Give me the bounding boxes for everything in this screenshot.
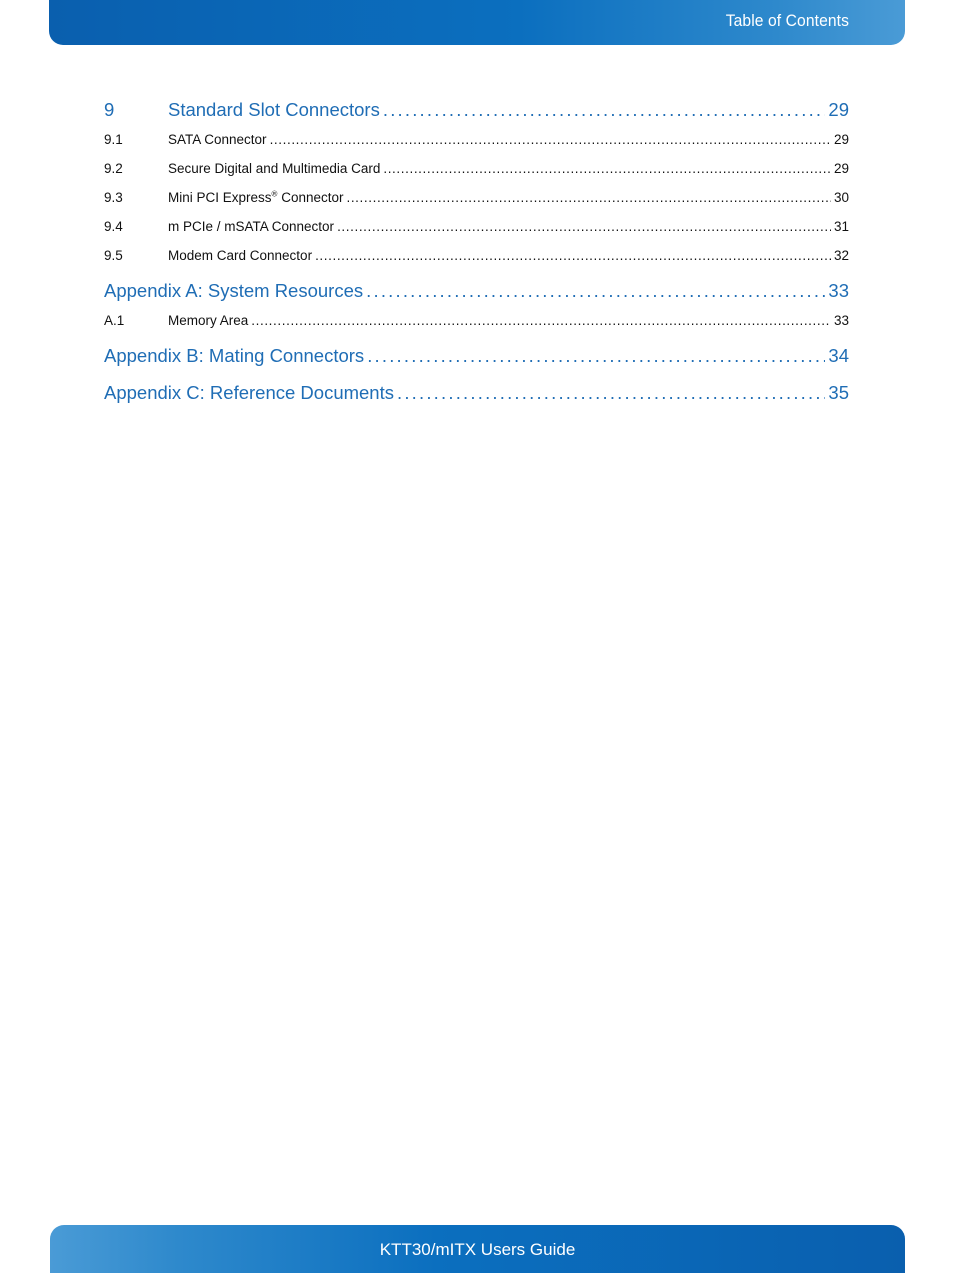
toc-entry-page[interactable]: 31 — [833, 219, 849, 234]
toc-leader-dots — [251, 306, 831, 335]
toc-entry-title[interactable]: SATA Connector — [168, 132, 267, 147]
toc-leader-dots — [367, 341, 825, 371]
toc-leader-dots — [397, 378, 825, 408]
toc-entry-page[interactable]: 32 — [833, 248, 849, 263]
toc-leader-dots — [366, 276, 825, 306]
toc-entry-9-5[interactable] — [104, 241, 849, 270]
toc-entry-page[interactable]: 29 — [833, 161, 849, 176]
toc-entry-page[interactable]: 29 — [833, 132, 849, 147]
toc-entry-title[interactable] — [168, 183, 343, 212]
registered-trademark-mark: ® — [271, 189, 278, 199]
toc-entry-number: 9.5 — [104, 248, 123, 263]
footer-title: KTT30/mITX Users Guide — [379, 1240, 576, 1259]
toc-entry-appendix-b[interactable] — [104, 341, 849, 371]
toc-entry-number: 9.4 — [104, 219, 123, 234]
toc-entry-page[interactable]: 34 — [828, 345, 849, 366]
toc-entry-page[interactable]: 29 — [828, 99, 849, 120]
toc-entry-title-suffix: Connector — [277, 190, 344, 205]
header-title: Table of Contents — [725, 11, 849, 30]
toc-entry-title[interactable]: Memory Area — [168, 313, 249, 328]
toc-entry-9-2[interactable] — [104, 154, 849, 183]
toc-leader-dots — [383, 95, 826, 125]
toc-entry-title[interactable]: Secure Digital and Multimedia Card — [168, 161, 381, 176]
toc-entry-title[interactable]: Modem Card Connector — [168, 248, 313, 263]
toc-leader-dots — [346, 183, 830, 212]
toc-entry-9[interactable] — [104, 95, 849, 125]
toc-leader-dots — [270, 125, 831, 154]
toc-entry-page[interactable]: 33 — [833, 313, 849, 328]
toc-entry-page[interactable]: 30 — [833, 190, 849, 205]
toc-entry-number: 9.1 — [104, 132, 123, 147]
toc-entry-title[interactable]: Appendix B: Mating Connectors — [104, 345, 365, 366]
toc-entry-appendix-a[interactable] — [104, 276, 849, 306]
toc-entry-9-3[interactable] — [104, 183, 849, 212]
toc-entry-number: A.1 — [104, 313, 125, 328]
footer-band — [50, 1225, 905, 1273]
toc-entry-appendix-c[interactable] — [104, 378, 849, 408]
toc-entry-page[interactable]: 35 — [828, 382, 849, 403]
toc-entry-number: 9.2 — [104, 161, 123, 176]
toc-entry-9-4[interactable] — [104, 212, 849, 241]
toc-entry-title[interactable]: Standard Slot Connectors — [168, 99, 380, 120]
toc-entry-title[interactable]: m PCIe / mSATA Connector — [168, 219, 335, 234]
table-of-contents — [104, 95, 849, 408]
toc-entry-title[interactable]: Appendix A: System Resources — [104, 280, 364, 301]
header-band — [49, 0, 905, 45]
toc-leader-dots — [315, 241, 831, 270]
toc-entry-page[interactable]: 33 — [828, 280, 849, 301]
toc-leader-dots — [383, 154, 831, 183]
toc-entry-9-1[interactable] — [104, 125, 849, 154]
toc-leader-dots — [337, 212, 831, 241]
toc-entry-title-main: Mini PCI Express — [168, 190, 272, 205]
toc-entry-number: 9 — [104, 99, 115, 120]
toc-entry-title[interactable]: Appendix C: Reference Documents — [104, 382, 394, 403]
toc-entry-a-1[interactable] — [104, 306, 849, 335]
toc-entry-number: 9.3 — [104, 190, 123, 205]
